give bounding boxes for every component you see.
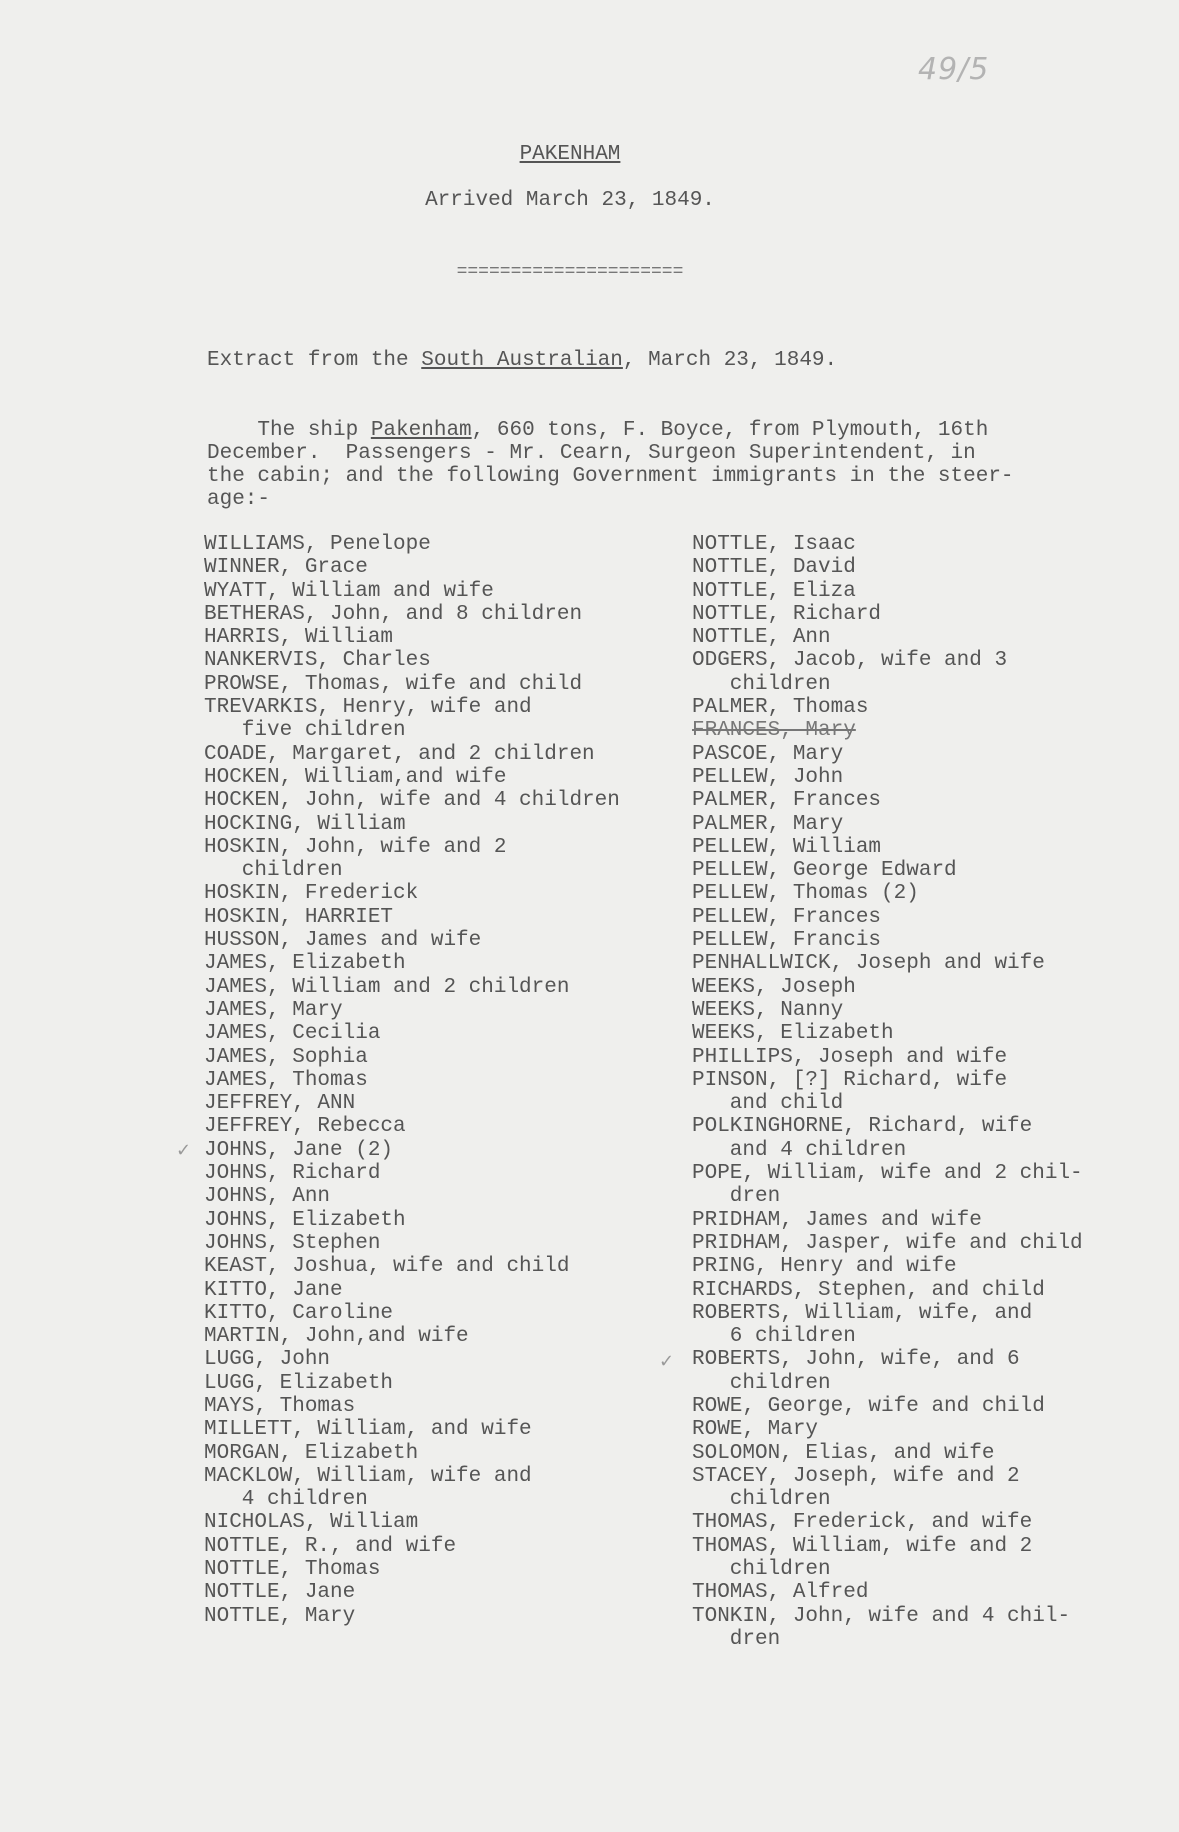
passenger-entry: JEFFREY, Rebecca: [204, 1115, 406, 1139]
passenger-entry: PRIDHAM, Jasper, wife and child: [692, 1231, 1083, 1255]
passenger-entry: POLKINGHORNE, Richard, wife: [692, 1115, 1033, 1139]
passenger-entry: THOMAS, Frederick, and wife: [692, 1511, 1033, 1535]
passenger-entry: JOHNS, Stephen: [204, 1231, 381, 1255]
passenger-entry: children: [692, 1488, 831, 1512]
passenger-entry: HOCKEN, John, wife and 4 children: [204, 789, 620, 813]
passenger-entry: KEAST, Joshua, wife and child: [204, 1255, 570, 1279]
passenger-entry: JAMES, Thomas: [204, 1068, 368, 1092]
extract-prefix: Extract from the: [207, 349, 422, 372]
ship-name-underlined: Pakenham: [370, 419, 472, 442]
passenger-entry: children: [692, 1558, 831, 1582]
passenger-entry: PRIDHAM, James and wife: [692, 1208, 982, 1232]
passenger-entry: TREVARKIS, Henry, wife and: [204, 696, 532, 720]
passenger-entry: HUSSON, James and wife: [204, 929, 482, 953]
passenger-entry: and 4 children: [692, 1138, 907, 1162]
passenger-entry: MACKLOW, William, wife and: [204, 1464, 532, 1488]
newspaper-title: South Australian: [421, 349, 623, 372]
passenger-entry: PELLEW, George Edward: [692, 859, 957, 883]
passenger-entry: ROWE, George, wife and child: [692, 1394, 1045, 1418]
check-mark-icon: ✓: [659, 1351, 675, 1372]
passenger-entry: POPE, William, wife and 2 chil-: [692, 1162, 1083, 1186]
folio-number: 49/5: [918, 52, 990, 87]
passenger-entry: NOTTLE, Isaac: [692, 533, 856, 556]
passenger-entry: FRANCES, Mary: [692, 719, 856, 743]
passenger-entry: PELLEW, Frances: [692, 905, 882, 929]
passenger-entry: BETHERAS, John, and 8 children: [204, 602, 583, 626]
passenger-entry: NOTTLE, Thomas: [204, 1558, 381, 1582]
intro-text: The ship: [207, 419, 371, 442]
passenger-entry: WEEKS, Nanny: [692, 998, 844, 1022]
passenger-entry: NOTTLE, Ann: [692, 626, 831, 650]
passenger-entry: NICHOLAS, William: [204, 1511, 419, 1535]
passenger-entry: PALMER, Frances: [692, 789, 882, 813]
passenger-entry: MILLETT, William, and wife: [204, 1418, 532, 1442]
separator-rule: =====================: [456, 262, 684, 282]
passenger-entry: HOCKING, William: [204, 812, 406, 836]
intro-line: [207, 419, 1107, 442]
passenger-entry: JAMES, Sophia: [204, 1045, 368, 1069]
passenger-entry: JOHNS, Richard: [204, 1162, 381, 1186]
passenger-entry: dren: [692, 1627, 781, 1651]
passenger-entry: JOHNS, Elizabeth: [204, 1208, 406, 1232]
extract-line: [207, 349, 837, 372]
passenger-entry: PASCOE, Mary: [692, 742, 844, 766]
intro-line: age:-: [207, 488, 271, 511]
passenger-entry: 4 children: [204, 1488, 368, 1512]
passenger-entry: PALMER, Mary: [692, 812, 844, 836]
intro-line: December. Passengers - Mr. Cearn, Surgeon Superintendent, in: [207, 442, 976, 465]
passenger-entry: PROWSE, Thomas, wife and child: [204, 672, 583, 696]
passenger-entry: WINNER, Grace: [204, 556, 368, 580]
passenger-entry: TONKIN, John, wife and 4 chil-: [692, 1604, 1071, 1628]
passenger-entry: WEEKS, Elizabeth: [692, 1022, 894, 1046]
passenger-entry: HOCKEN, William,and wife: [204, 765, 507, 789]
passenger-entry: WYATT, William and wife: [204, 579, 494, 603]
passenger-entry: PINSON, [?] Richard, wife: [692, 1068, 1008, 1092]
check-mark-icon: ✓: [176, 1140, 192, 1161]
passenger-entry: ROBERTS, William, wife, and: [692, 1301, 1033, 1325]
passenger-entry: THOMAS, William, wife and 2: [692, 1534, 1033, 1558]
passenger-entry: ODGERS, Jacob, wife and 3: [692, 649, 1008, 673]
passenger-list-right: [692, 533, 1083, 1651]
passenger-entry: COADE, Margaret, and 2 children: [204, 742, 595, 766]
passenger-entry: RICHARDS, Stephen, and child: [692, 1278, 1045, 1302]
passenger-entry: 6 children: [692, 1325, 856, 1349]
passenger-entry: JAMES, Mary: [204, 998, 343, 1022]
passenger-entry: NOTTLE, Jane: [204, 1581, 356, 1605]
passenger-entry: HOSKIN, HARRIET: [204, 905, 394, 929]
passenger-entry: MAYS, Thomas: [204, 1394, 356, 1418]
passenger-entry: dren: [692, 1185, 781, 1209]
passenger-entry: ROWE, Mary: [692, 1418, 819, 1442]
passenger-entry: HOSKIN, John, wife and 2: [204, 835, 507, 859]
passenger-entry: PALMER, Thomas: [692, 696, 869, 720]
passenger-entry: JOHNS, Ann: [204, 1185, 331, 1209]
passenger-entry: PELLEW, John: [692, 765, 844, 789]
passenger-entry: PELLEW, Thomas (2): [692, 882, 919, 906]
passenger-entry: HARRIS, William: [204, 626, 394, 650]
passenger-entry: children: [692, 1371, 831, 1395]
passenger-entry: MARTIN, John,and wife: [204, 1325, 469, 1349]
passenger-entry: ROBERTS, John, wife, and 6: [692, 1348, 1020, 1372]
passenger-entry: and child: [692, 1092, 844, 1116]
passenger-entry: JEFFREY, ANN: [204, 1092, 356, 1116]
passenger-entry: KITTO, Caroline: [204, 1301, 394, 1325]
passenger-entry: NANKERVIS, Charles: [204, 649, 431, 673]
passenger-entry: JOHNS, Jane (2): [204, 1138, 394, 1162]
passenger-entry: WEEKS, Joseph: [692, 975, 856, 999]
passenger-entry: NOTTLE, Richard: [692, 602, 882, 626]
passenger-entry: PRING, Henry and wife: [692, 1255, 957, 1279]
passenger-entry: NOTTLE, R., and wife: [204, 1534, 457, 1558]
passenger-entry: NOTTLE, Eliza: [692, 579, 856, 603]
passenger-entry: JAMES, Elizabeth: [204, 952, 406, 976]
passenger-entry: HOSKIN, Frederick: [204, 882, 419, 906]
passenger-entry: LUGG, Elizabeth: [204, 1371, 394, 1395]
extract-suffix: , March 23, 1849.: [622, 349, 838, 372]
passenger-entry: STACEY, Joseph, wife and 2: [692, 1464, 1020, 1488]
passenger-entry: THOMAS, Alfred: [692, 1581, 869, 1605]
passenger-entry: children: [692, 672, 831, 696]
passenger-entry: JAMES, William and 2 children: [204, 975, 570, 999]
passenger-entry: PELLEW, William: [692, 835, 882, 859]
passenger-entry: five children: [204, 719, 406, 743]
passenger-entry: NOTTLE, Mary: [204, 1604, 356, 1628]
passenger-entry: PELLEW, Francis: [692, 929, 882, 953]
passenger-entry: SOLOMON, Elias, and wife: [692, 1441, 995, 1465]
passenger-entry: MORGAN, Elizabeth: [204, 1441, 419, 1465]
intro-text: , 660 tons, F. Boyce, from Plymouth, 16th: [471, 419, 989, 442]
ship-title: PAKENHAM: [519, 143, 621, 166]
passenger-entry: PENHALLWICK, Joseph and wife: [692, 952, 1045, 976]
passenger-entry: KITTO, Jane: [204, 1278, 343, 1302]
passenger-entry: LUGG, John: [204, 1348, 331, 1372]
passenger-entry: JAMES, Cecilia: [204, 1022, 381, 1046]
passenger-entry: children: [204, 859, 343, 883]
passenger-entry: WILLIAMS, Penelope: [204, 533, 431, 556]
passenger-entry: NOTTLE, David: [692, 556, 856, 580]
intro-paragraph: [207, 419, 1107, 511]
intro-line: the cabin; and the following Government immigrants in the steer-: [207, 465, 1014, 488]
arrival-date: Arrived March 23, 1849.: [425, 189, 715, 212]
passenger-list-left: [204, 533, 620, 1628]
passenger-entry: PHILLIPS, Joseph and wife: [692, 1045, 1008, 1069]
